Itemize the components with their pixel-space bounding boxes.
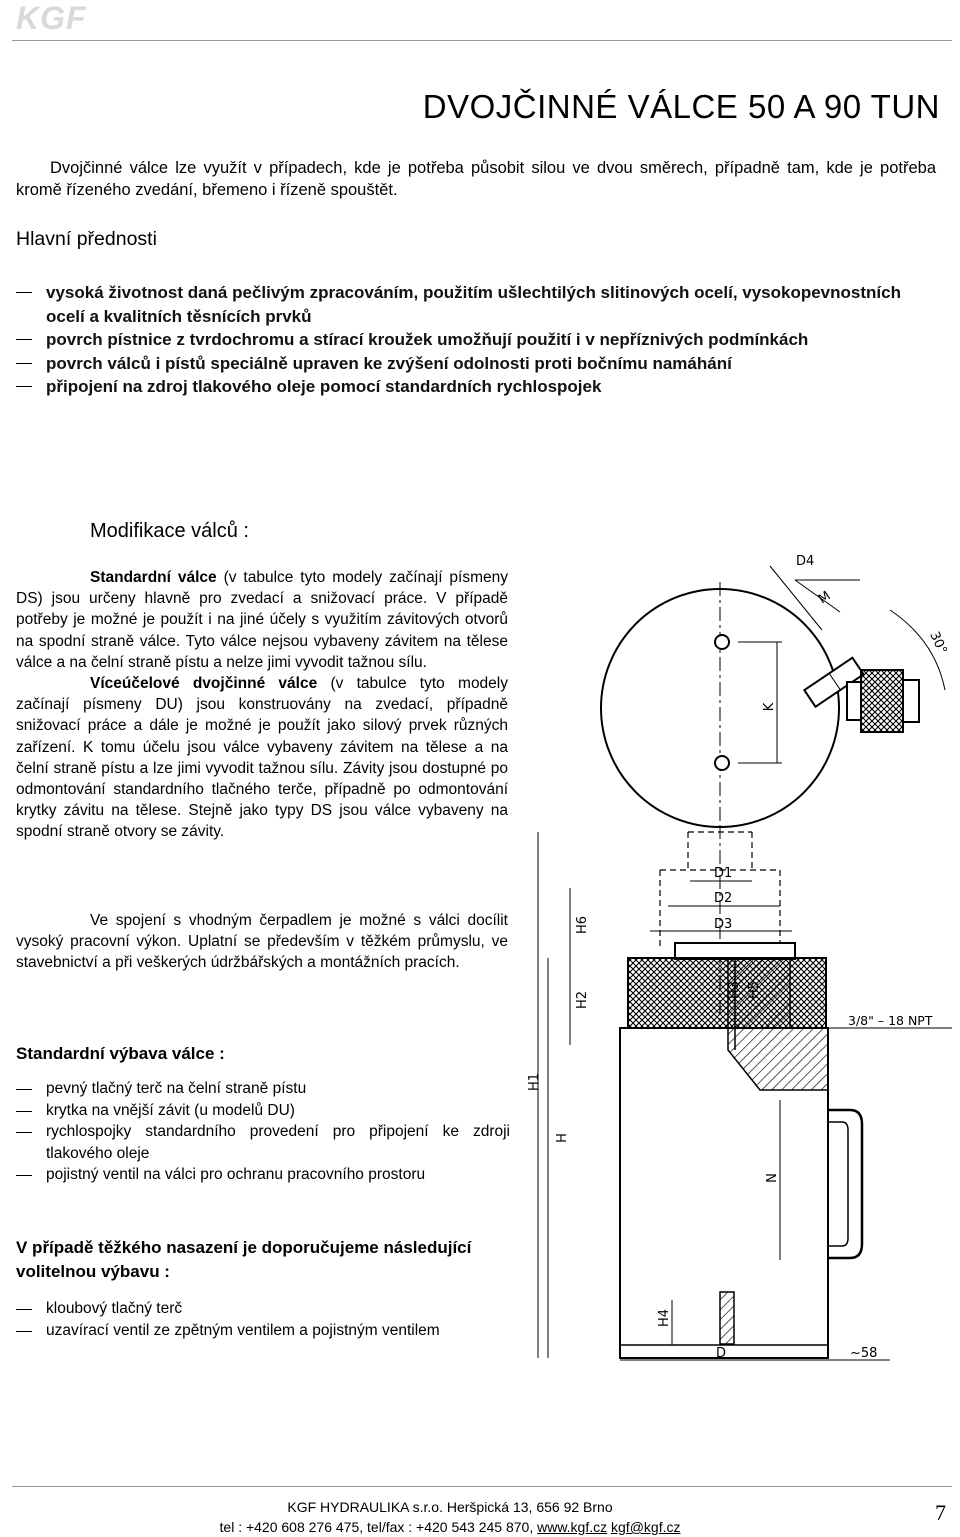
dim-h4: H4	[657, 1308, 672, 1328]
footer-address: KGF HYDRAULIKA s.r.o. Heršpická 13, 656 92 Brno	[287, 1499, 613, 1515]
list-item: připojení na zdroj tlakového oleje pomocí standardních rychlospojek	[16, 375, 916, 399]
dim-h: H	[555, 1133, 570, 1143]
usage-paragraph: Ve spojení s vhodným čerpadlem je možné s válci docílit vysoký pracovní výkon. Uplatní se především v těžkém průmyslu, ve stavebnictví a při veškerých údržbářských a montážních pracích.	[16, 912, 508, 972]
list-item: vysoká životnost daná pečlivým zpracováním, použitím ušlechtilých slitinových ocelí, vysokopevnostních ocelí a kvalitních těsnících prvků	[16, 281, 916, 328]
dash-bullet	[16, 386, 32, 387]
footer	[0, 1497, 900, 1537]
list-item: krytka na vnější závit (u modelů DU)	[16, 1100, 510, 1122]
list-item: kloubový tlačný terč	[16, 1298, 510, 1320]
dim-d4: D4	[796, 554, 815, 569]
list-item: povrch pístnice z tvrdochromu a stírací kroužek umožňují použití i v nepříznivých podmínkách	[16, 328, 916, 352]
dim-d: D	[716, 1346, 727, 1361]
header-rule	[12, 40, 952, 41]
dim-d1: D1	[714, 866, 733, 881]
advantages-heading: Hlavní přednosti	[16, 228, 157, 250]
dash-bullet	[16, 1331, 32, 1332]
footer-contacts: tel : +420 608 276 475, tel/fax : +420 543 245 870, www.kgf.cz kgf@kgf.cz	[219, 1519, 681, 1535]
list-item: uzavírací ventil ze zpětným ventilem a pojistným ventilem	[16, 1320, 510, 1342]
standard-equipment-list	[16, 1078, 510, 1186]
page-title: DVOJČINNÉ VÁLCE 50 A 90 TUN	[422, 88, 940, 125]
list-item: pojistný ventil na válci pro ochranu pracovního prostoru	[16, 1164, 510, 1186]
dim-n: N	[765, 1173, 780, 1183]
list-item: rychlospojky standardního provedení pro připojení ke zdroji tlakového oleje	[16, 1121, 510, 1164]
cylinder-technical-drawing	[520, 545, 960, 1370]
footer-rule	[12, 1486, 952, 1487]
dim-angle: 30°	[926, 629, 950, 657]
kgf-logo: KGF	[16, 0, 87, 36]
dash-bullet	[16, 363, 32, 364]
dim-h6: H6	[575, 915, 590, 935]
dim-d3: D3	[714, 917, 733, 932]
optional-equipment-heading: V případě těžkého nasazení je doporučujeme následující volitelnou výbavu :	[16, 1238, 472, 1281]
dim-width: ~58	[850, 1346, 878, 1361]
dim-h1: H1	[527, 1072, 542, 1092]
modifications-paragraph: Standardní válce (v tabulce tyto modely začínají písmeny DS) jsou určeny hlavně pro zvedací a snižovací práce. V případě potřeby je možné je použít i na jiné účely s využitím závitových otvorů na spodní straně válce. Tyto válce nejsou vybaveny závitem na tělese válce a na čelní straně pístu a nelze jimi vyvodit tažnou sílu. Víceúčelové dvojčinné válce (v tabulce tyto modely začínají písmeny DU) jsou konstruovány na zvedací, případně snižovací práce a dále je možné je použít jako silový prvek různých zařízení. K tomu účelu jsou válce vybaveny závitem na tělese a na čelní straně pístu a lze jimi vyvodit tažnou sílu. Závity jsou dostupné po odmontování standardního tlačného terče, případně po odmontování krytky závitu na tělese. Stejně jako typy DS jsou válce vybaveny na spodní straně otvory se závity.	[16, 569, 508, 841]
dash-bullet	[16, 1309, 32, 1310]
dash-bullet	[16, 1132, 32, 1133]
dim-h3: H3	[727, 980, 742, 1000]
modifications-heading: Modifikace válců :	[90, 520, 249, 542]
dim-h5: H5	[747, 980, 762, 1000]
dim-m: M	[815, 588, 834, 608]
port-hole-icon	[715, 756, 729, 770]
thread-label: 3/8" – 18 NPT	[848, 1013, 933, 1028]
web-link[interactable]: www.kgf.cz	[537, 1519, 608, 1535]
dash-bullet	[16, 1175, 32, 1176]
dash-bullet	[16, 339, 32, 340]
dim-h2: H2	[575, 990, 590, 1010]
dash-bullet	[16, 1089, 32, 1090]
optional-equipment-list	[16, 1298, 510, 1341]
list-item: povrch válců i pístů speciálně upraven ke zvýšení odolnosti proti bočnímu namáhání	[16, 352, 916, 376]
standard-equipment-heading: Standardní výbava válce :	[16, 1044, 225, 1063]
page-number: 7	[935, 1500, 946, 1525]
advantages-list	[16, 281, 916, 399]
dash-bullet	[16, 292, 32, 293]
list-item: pevný tlačný terč na čelní straně pístu	[16, 1078, 510, 1100]
port-hole-icon	[715, 635, 729, 649]
dim-d2: D2	[714, 891, 733, 906]
dim-k: K	[762, 702, 777, 712]
dash-bullet	[16, 1111, 32, 1112]
email-link[interactable]: kgf@kgf.cz	[611, 1519, 681, 1535]
intro-paragraph: Dvojčinné válce lze využít v případech, kde je potřeba působit silou ve dvou směrech, případně tam, kde je potřeba kromě řízeného zvedání, břemeno i řízeně spouštět.	[16, 159, 936, 199]
